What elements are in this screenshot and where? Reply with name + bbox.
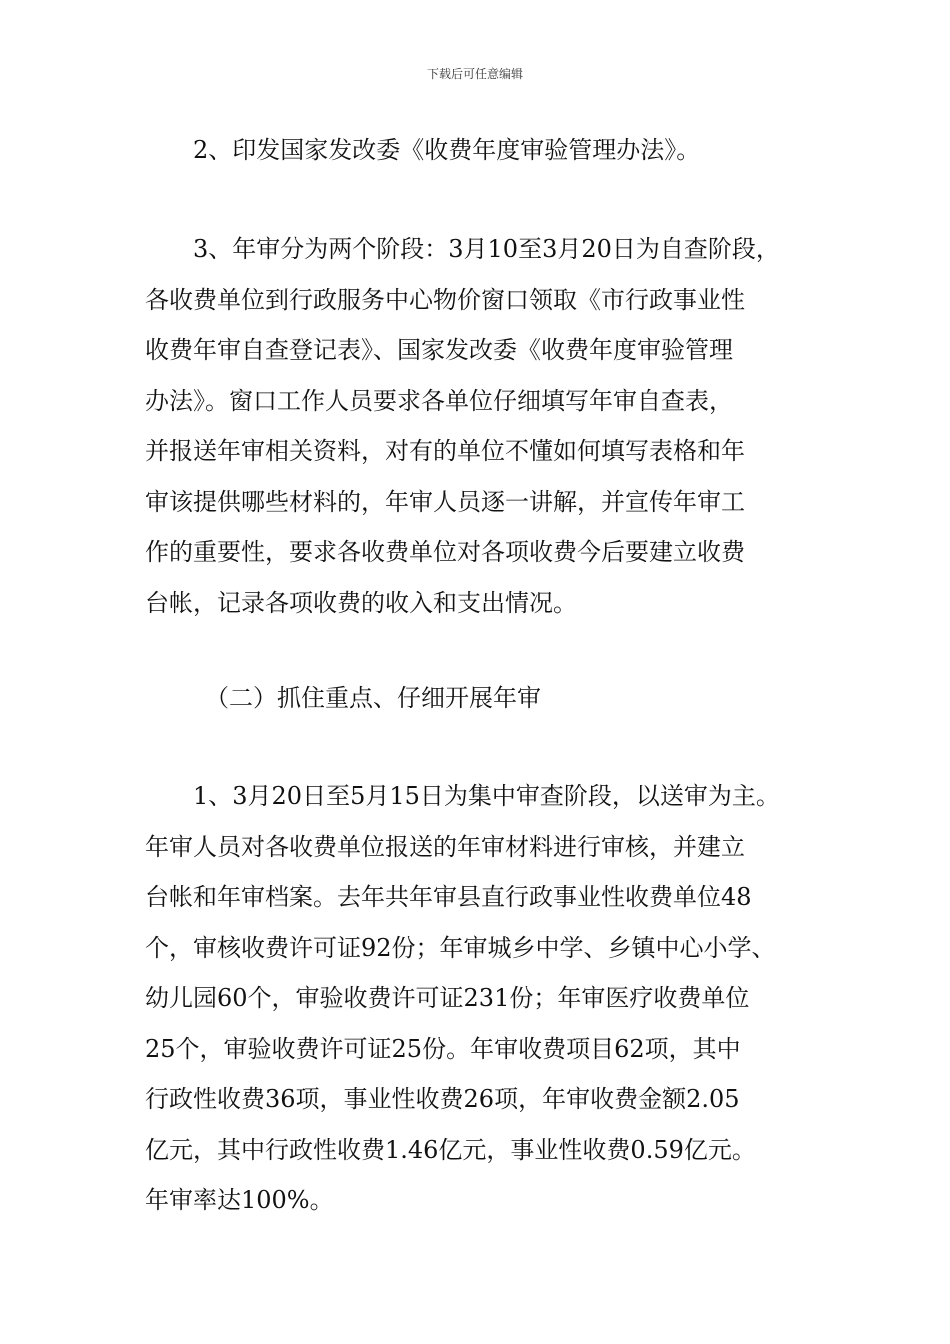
paragraph-line: 行政性收费36项，事业性收费26项，年审收费金额2.05 bbox=[145, 1085, 740, 1113]
paragraph-line: 各收费单位到行政服务中心物价窗口领取《市行政事业性 bbox=[145, 285, 745, 314]
paragraph-line: 台帐和年审档案。去年共年审县直行政事业性收费单位48 bbox=[145, 883, 752, 911]
paragraph-item-2 bbox=[145, 125, 815, 176]
paragraph-line: 1、3月20日至5月15日为集中审查阶段，以送审为主。 bbox=[193, 782, 780, 810]
paragraph-line: 审该提供哪些材料的，年审人员逐一讲解，并宣传年审工 bbox=[145, 487, 745, 516]
paragraph-item-3 bbox=[145, 224, 815, 628]
paragraph-line: 作的重要性，要求各收费单位对各项收费今后要建立收费 bbox=[145, 538, 745, 566]
paragraph-line: 并报送年审相关资料，对有的单位不懂如何填写表格和年 bbox=[145, 437, 745, 465]
section-heading-text: （二）抓住重点、仔细开展年审 bbox=[205, 684, 541, 712]
paragraph-line: 办法》。窗口工作人员要求各单位仔细填写年审自查表， bbox=[145, 386, 733, 415]
paragraph-line: 年审人员对各收费单位报送的年审材料进行审核，并建立 bbox=[145, 832, 745, 861]
paragraph-line: 幼儿园60个，审验收费许可证231份；年审医疗收费单位 bbox=[145, 984, 750, 1012]
paragraph-line: 3、年审分为两个阶段：3月10至3月20日为自查阶段， bbox=[193, 235, 780, 263]
paragraph-line: 亿元，其中行政性收费1.46亿元，事业性收费0.59亿元。 bbox=[145, 1135, 756, 1164]
paragraph-item-1 bbox=[145, 771, 815, 1226]
section-heading bbox=[145, 673, 815, 724]
paragraph-line: 个，审核收费许可证92份；年审城乡中学、乡镇中心小学、 bbox=[145, 933, 776, 962]
paragraph-line: 收费年审自查登记表》、国家发改委《收费年度审验管理 bbox=[145, 336, 733, 364]
page-header-note: 下载后可任意编辑 bbox=[426, 67, 523, 81]
paragraph-line: 2、印发国家发改委《收费年度审验管理办法》。 bbox=[193, 136, 701, 164]
paragraph-line: 年审率达100%。 bbox=[145, 1186, 334, 1214]
paragraph-line: 台帐，记录各项收费的收入和支出情况。 bbox=[145, 588, 577, 617]
paragraph-line: 25个，审验收费许可证25份。年审收费项目62项，其中 bbox=[145, 1034, 741, 1063]
